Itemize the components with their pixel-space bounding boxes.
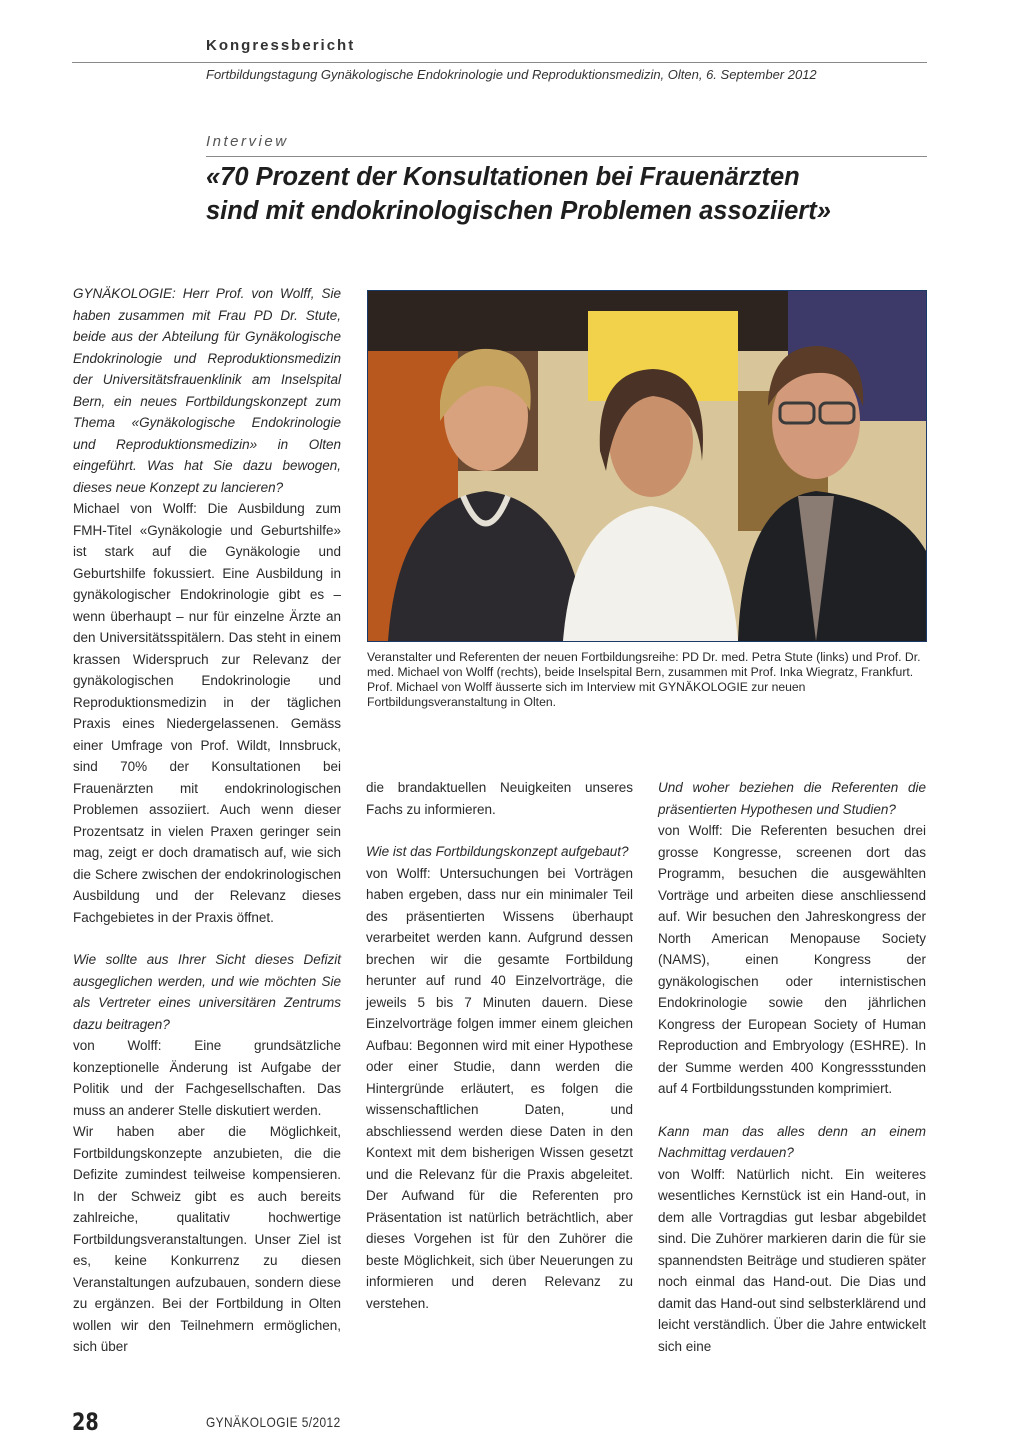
speaker-label: Michael von Wolff:: [73, 501, 197, 516]
headline-line-1: «70 Prozent der Konsultationen bei Frauenärzten: [206, 163, 800, 191]
speaker-label: von Wolff:: [658, 1166, 726, 1182]
section-label: Kongressbericht: [206, 37, 356, 54]
column-3: [658, 777, 926, 1357]
article-photo: [367, 290, 927, 642]
question-5: Kann man das alles denn an einem Nachmittag verdauen?: [658, 1123, 926, 1160]
column-2-intro: die brandaktuellen Neuigkeiten unseres Fachs zu informieren.: [366, 780, 633, 817]
caption-text-2: Prof. Michael von Wolff äusserte sich im Interview mit GYNÄKOLOGIE zur neuen Fortbildungsveranstaltung in Olten.: [367, 680, 806, 709]
page-number: 28: [72, 1408, 99, 1436]
column-1: [73, 283, 341, 1358]
caption-text-1: Veranstalter und Referenten der neuen Fortbildungsreihe: PD Dr. med. Petra Stute (links) und Prof. Dr. med. Michael von Wolff (rechts), beide Inselspital Bern, zusammen mit Prof. Inka Wiegratz, Frankfurt.: [367, 650, 921, 679]
answer-2: [73, 1035, 341, 1121]
headline-line-2: sind mit endokrinologischen Problemen assoziiert»: [206, 197, 831, 225]
answer-4-text: Die Referenten besuchen drei grosse Kongresse, screenen dort das Programm, besuchen die ausgewählten Vorträge und arbeiten diese anschliessend auf. Wir besuchen den Jahreskongress der North American Menopause Society (NAMS), einen Kongress der gynäkologischen oder internistischen Endokrinologie sowie den jährlichen Kongress der European Society of Human Reproduction and Embryology (ESHRE). In der Summe werden 400 Kongressstunden auf 4 Fortbildungsstunden komprimiert.: [658, 823, 926, 1096]
rubric-label: Interview: [206, 133, 289, 150]
answer-4: [658, 820, 926, 1100]
answer-1: [73, 498, 341, 928]
answer-2-continued: Wir haben aber die Möglichkeit, Fortbildungskonzepte anzubieten, die die Defizite zumindest teilweise kompensieren. In der Schweiz gibt es auch bereits zahlreiche, qualitativ hochwertige Fortbildungsveranstaltungen. Unser Ziel ist es, keine Konkurrenz zu diesen Veranstaltungen aufzubauen, sondern diese zu ergänzen. Bei der Fortbildung in Olten wollen wir den Teilnehmern ermöglichen, sich über: [73, 1124, 341, 1354]
answer-5-text: Natürlich nicht. Ein weiteres wesentliches Kernstück ist ein Hand-out, in dem alle Vortragdias gut lesbar abgebildet sind. Die Zuhörer markieren darin die für sie spannendsten Beiträge und studieren später noch einmal das Hand-out. Die Dias und damit das Hand-out sind selbsterklärend und leicht verständlich. Über die Jahre entwickelt sich eine: [658, 1166, 927, 1354]
journal-issue: GYNÄKOLOGIE 5/2012: [206, 1414, 341, 1430]
photo-caption: [367, 650, 927, 710]
speaker-label: von Wolff:: [658, 823, 723, 838]
column-2: [366, 777, 633, 1314]
article-headline: [206, 160, 926, 228]
question-4: Und woher beziehen die Referenten die präsentierten Hypothesen und Studien?: [658, 780, 926, 817]
event-subtitle: Fortbildungstagung Gynäkologische Endokrinologie und Reproduktionsmedizin, Olten, 6. September 2012: [206, 67, 817, 82]
rubric-rule: [206, 156, 927, 157]
answer-5: [658, 1164, 926, 1358]
answer-1-text: Die Ausbildung zum FMH-Titel «Gynäkologie und Geburtshilfe» ist stark auf die Gynäkologie und Geburtshilfe fokussiert. Eine Ausbildung in gynäkologischer Endokrinologie gibt es – wenn überhaupt – nur für einzelne Ärzte an den Universitätsspitälern. Das steht in einem krassen Widerspruch zur Relevanz der gynäkologischen Endokrinologie und Reproduktionsmedizin in der täglichen Praxis eines Niedergelassenen. Gemäss einer Umfrage von Prof. Wildt, Innsbruck, sind 70% der Konsultationen bei Frauenärzten mit endokrinologischen Problemen assoziiert. Auch wenn dieser Prozentsatz in vielen Praxen geringer sein mag, zeigt er doch dramatisch auf, wie sich die Schere zwischen der endokrinologischen Ausbildung und der Relevanz dieses Fachgebietes in der Praxis öffnet.: [73, 501, 341, 925]
question-1: GYNÄKOLOGIE: Herr Prof. von Wolff, Sie haben zusammen mit Frau PD Dr. Stute, beide aus der Abteilung für Gynäkologische Endokrinologie und Reproduktionsmedizin der Universitätsfrauenklinik am Inselspital Bern, ein neues Fortbildungskonzept zum Thema «Gynäkologische Endokrinologie und Reproduktionsmedizin» in Olten eingeführt. Was hat Sie dazu bewogen, dieses neue Konzept zu lancieren?: [73, 286, 341, 495]
question-3: Wie ist das Fortbildungskonzept aufgebaut?: [366, 844, 629, 859]
question-2: Wie sollte aus Ihrer Sicht dieses Defizit ausgeglichen werden, und wie möchten Sie als Vertreter eines universitären Zentrums dazu beitragen?: [73, 952, 341, 1032]
answer-3-text: Untersuchungen bei Vorträgen haben ergeben, dass nur ein minimaler Teil des präsentierten Wissens überhaupt verarbeitet werden kann. Aufgrund dessen brechen wir die gesamte Fortbildung herunter auf rund 40 Einzelvorträge, die jeweils 5 bis 7 Minuten dauern. Diese Einzelvorträge folgen immer einem gleichen Aufbau: Begonnen wird mit einer Hypothese oder einer Studie, dann werden die Hintergründe erläutert, es folgen die wissenschaftlichen Daten, und abschliessend werden diese Daten in den Kontext mit dem bisherigen Wissen gesetzt und die Relevanz für die Praxis abgeleitet. Der Aufwand für die Referenten pro Präsentation ist natürlich beträchtlich, aber dieses Vorgehen ist für den Zuhörer die beste Möglichkeit, sich über Neuerungen zu informieren und deren Relevanz zu verstehen.: [366, 865, 633, 1311]
header-rule: [72, 62, 927, 63]
answer-3: [366, 863, 633, 1315]
speaker-label: von Wolff:: [73, 1038, 162, 1053]
answer-2-text: Eine grundsätzliche konzeptionelle Änderung ist Aufgabe der Politik und der Fachgesellschaften. Das muss an anderer Stelle diskutiert werden.: [73, 1038, 341, 1118]
speaker-label: von Wolff:: [366, 865, 431, 881]
